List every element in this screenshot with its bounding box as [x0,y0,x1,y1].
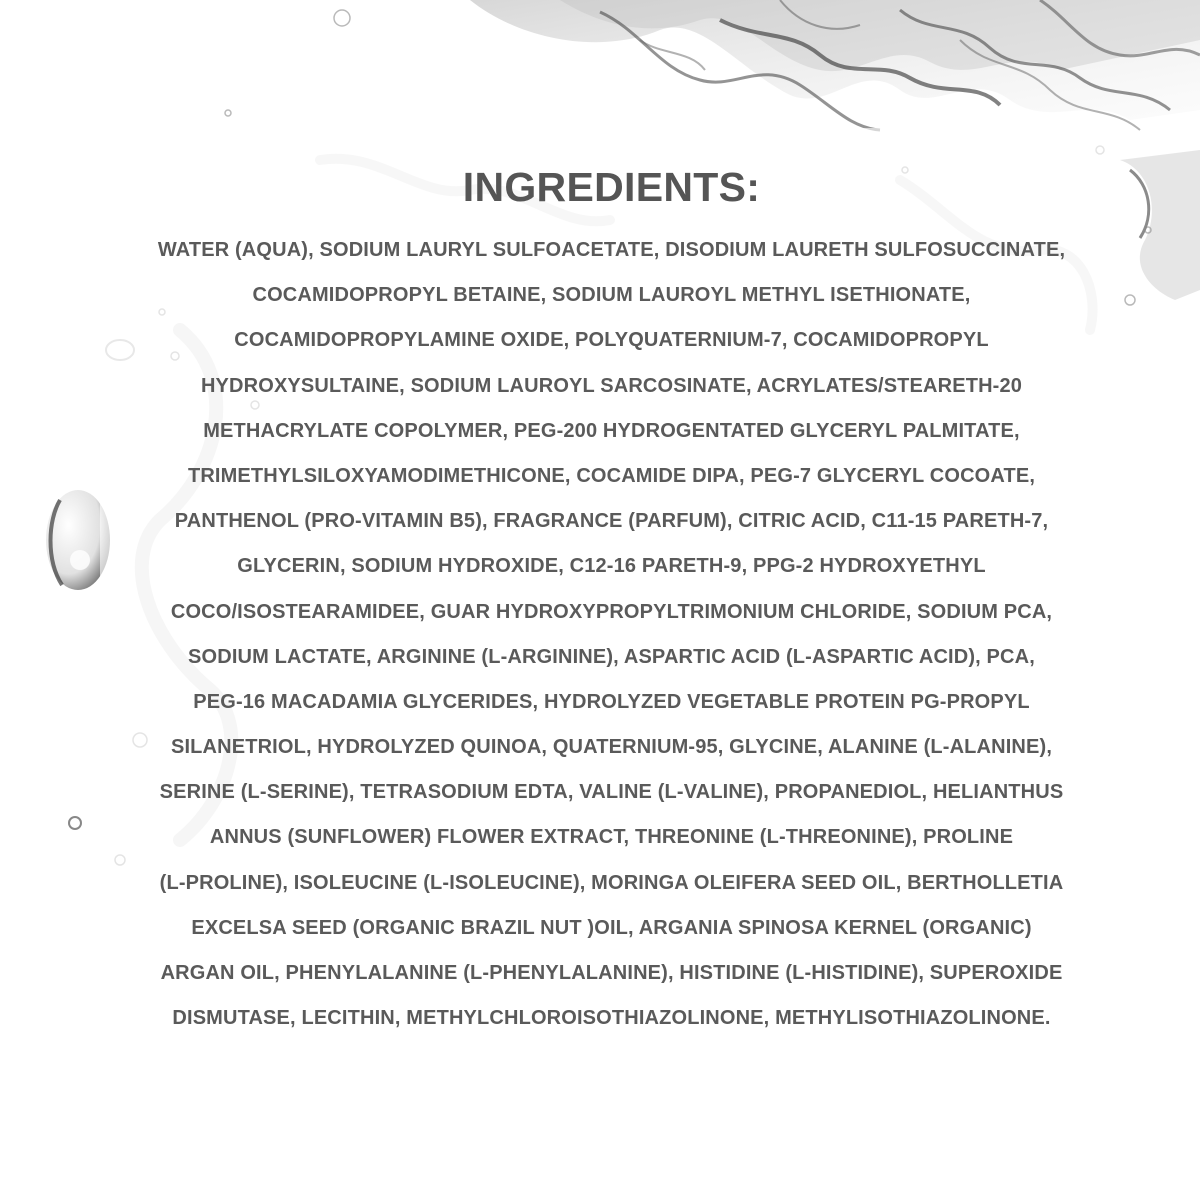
ingredient-line: SERINE (L-SERINE), TETRASODIUM EDTA, VALINE (L-VALINE), PROPANEDIOL, HELIANTHUS [159,781,1064,804]
ingredient-line: COCAMIDOPROPYL BETAINE, SODIUM LAUROYL METHYL ISETHIONATE, [252,284,971,307]
ingredient-line: PANTHENOL (PRO-VITAMIN B5), FRAGRANCE (PARFUM), CITRIC ACID, C11-15 PARETH-7, [174,510,1049,533]
ingredient-line: WATER (AQUA), SODIUM LAURYL SULFOACETATE, DISODIUM LAURETH SULFOSUCCINATE, [157,239,1066,261]
ingredients-heading: INGREDIENTS: [462,164,761,210]
ingredient-line: COCAMIDOPROPYLAMINE OXIDE, POLYQUATERNIUM-7, COCAMIDOPROPYL [234,329,989,352]
ingredient-line: COCO/ISOSTEARAMIDEE, GUAR HYDROXYPROPYLTRIMONIUM CHLORIDE, SODIUM PCA, [170,600,1053,623]
ingredient-line: SODIUM LACTATE, ARGININE (L-ARGININE), ASPARTIC ACID (L-ASPARTIC ACID), PCA, [188,645,1035,668]
ingredient-line: ARGAN OIL, PHENYLALANINE (L-PHENYLALANINE), HISTIDINE (L-HISTIDINE), SUPEROXIDE [160,962,1063,984]
ingredient-line: PEG-16 MACADAMIA GLYCERIDES, HYDROLYZED VEGETABLE PROTEIN PG-PROPYL [193,690,1030,713]
ingredient-list [140,228,1083,1041]
splash-crest-top [470,0,1200,130]
ingredient-line: EXCELSA SEED (ORGANIC BRAZIL NUT )OIL, ARGANIA SPINOSA KERNEL (ORGANIC) [191,916,1032,939]
ingredient-line: GLYCERIN, SODIUM HYDROXIDE, C12-16 PARETH-9, PPG-2 HYDROXYETHYL [237,555,986,578]
ingredient-line: ANNUS (SUNFLOWER) FLOWER EXTRACT, THREONINE (L-THREONINE), PROLINE [209,826,1014,849]
ingredient-line: HYDROXYSULTAINE, SODIUM LAUROYL SARCOSINATE, ACRYLATES/STEARETH-20 [200,374,1023,397]
ingredient-line: TRIMETHYLSILOXYAMODIMETHICONE, COCAMIDE DIPA, PEG-7 GLYCERYL COCOATE, [187,464,1036,487]
ingredient-line: SILANETRIOL, HYDROLYZED QUINOA, QUATERNIUM-95, GLYCINE, ALANINE (L-ALANINE), [170,736,1053,759]
ingredient-line: (L-PROLINE), ISOLEUCINE (L-ISOLEUCINE), MORINGA OLEIFERA SEED OIL, BERTHOLLETIA [159,871,1064,894]
ingredient-line: METHACRYLATE COPOLYMER, PEG-200 HYDROGENTATED GLYCERYL PALMITATE, [203,419,1020,442]
ingredient-line: DISMUTASE, LECITHIN, METHYLCHLOROISOTHIAZOLINONE, METHYLISOTHIAZOLINONE. [172,1007,1051,1030]
